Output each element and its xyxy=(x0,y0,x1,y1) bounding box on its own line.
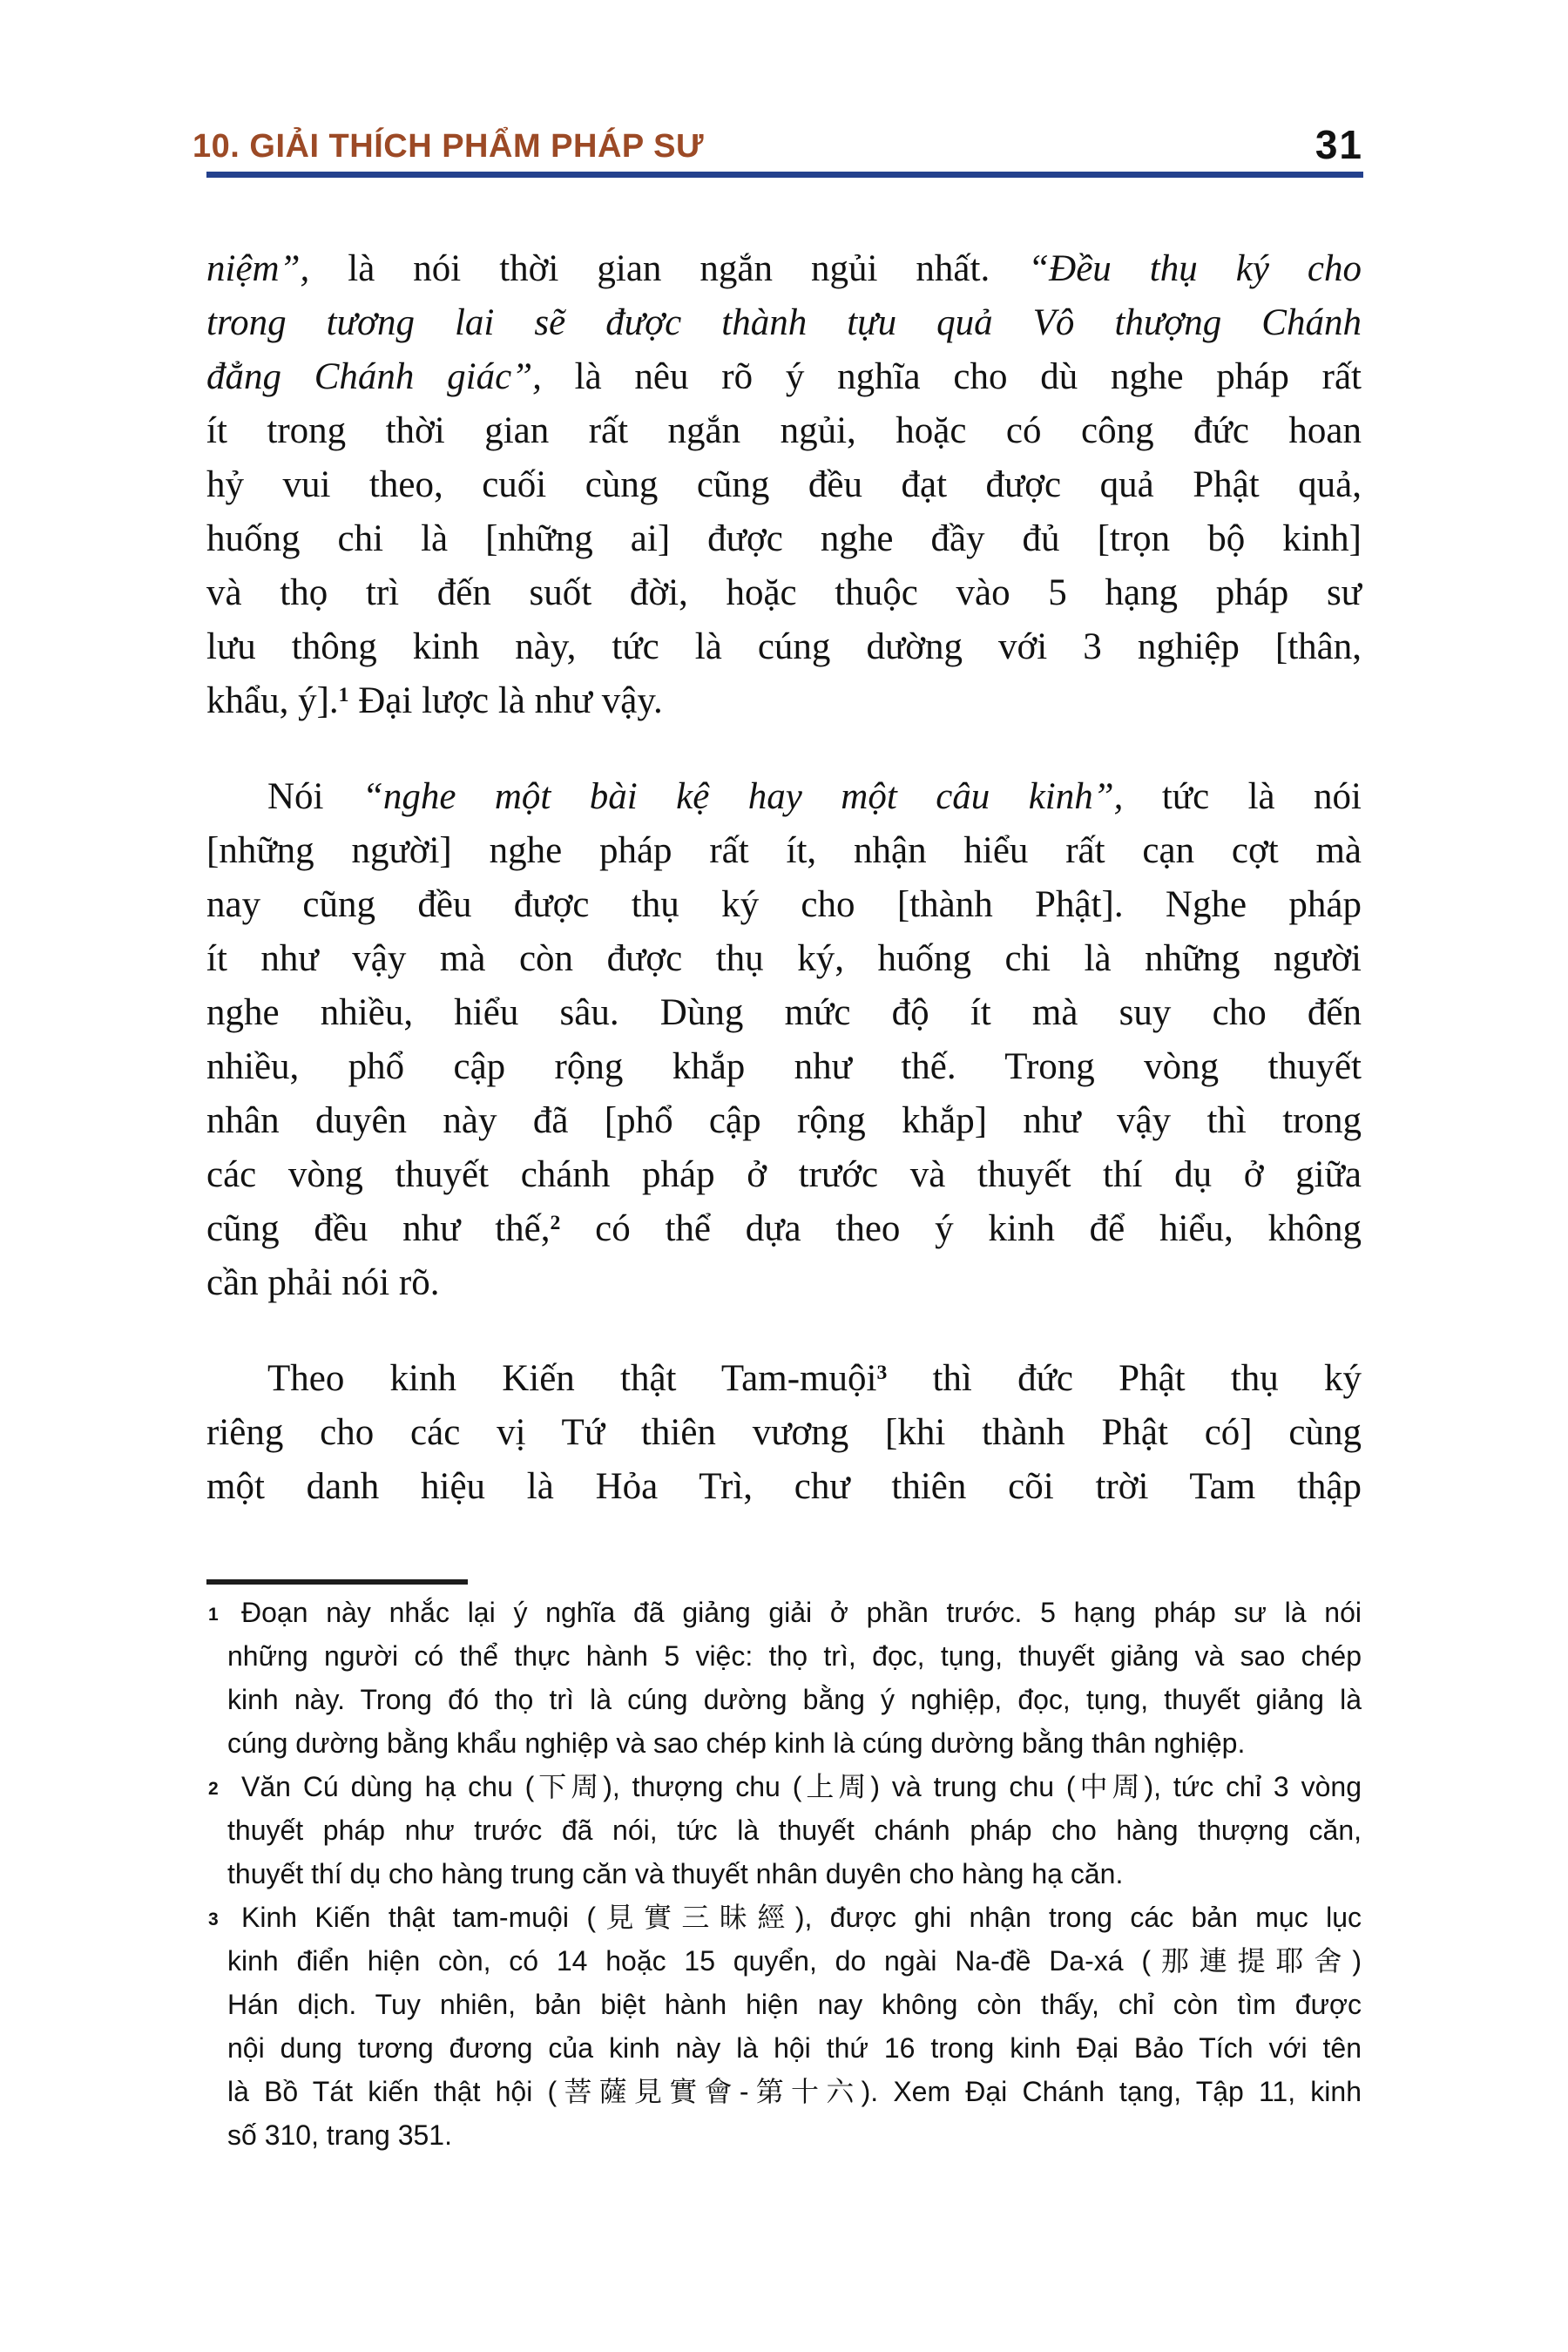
body-text-segment: nhân duyên này đã [phổ cập rộng khắp] như vậy thì trong xyxy=(206,1100,1362,1141)
body-text-line xyxy=(206,458,1362,512)
footnote-line: là Bồ Tát kiến thật hội (菩薩見實會-第十六). Xem Đại Chánh tạng, Tập 11, kinh xyxy=(227,2076,1362,2107)
body-text-segment: [những người] nghe pháp rất ít, nhận hiểu rất cạn cợt mà xyxy=(206,830,1362,871)
footnote-line: thuyết thí dụ cho hàng trung căn và thuyết nhân duyên cho hàng hạ căn. xyxy=(227,1858,1124,1889)
body-text-segment: ít trong thời gian rất ngắn ngủi, hoặc có công đức hoan xyxy=(206,410,1362,451)
body-text-segment: nay cũng đều được thụ ký cho [thành Phật]. Nghe pháp xyxy=(206,884,1362,925)
body-text-segment: lưu thông kinh này, tức là cúng dường với 3 nghiệp [thân, xyxy=(206,626,1362,667)
body-text-segment: Đại lược là như vậy. xyxy=(348,680,663,721)
body-text-line xyxy=(206,350,1362,404)
body-text-line xyxy=(206,1352,1362,1406)
body-text-segment: cũng đều như thế, xyxy=(206,1208,551,1249)
body-text-line xyxy=(206,566,1362,620)
footnote-line: số 310, trang 351. xyxy=(227,2119,452,2151)
body-text-segment: ít như vậy mà còn được thụ ký, huống chi là những người xyxy=(206,938,1362,979)
italic-quote-text: niệm”, xyxy=(206,248,310,289)
body-text-segment: cần phải nói rõ. xyxy=(206,1262,440,1303)
footnotes xyxy=(206,1591,1362,2157)
paragraph xyxy=(206,770,1362,1310)
body-text-line xyxy=(206,986,1362,1040)
body-text-segment: hỷ vui theo, cuối cùng cũng đều đạt được quả Phật quả, xyxy=(206,464,1362,505)
body-text-segment: một danh hiệu là Hỏa Trì, chư thiên cõi trời Tam thập xyxy=(206,1466,1362,1507)
footnote xyxy=(206,1765,1362,1896)
footnote-line: những người có thể thực hành 5 việc: thọ trì, đọc, tụng, thuyết giảng và sao chép xyxy=(227,1640,1362,1672)
body-text-segment: Nói xyxy=(267,776,362,817)
body-text-line xyxy=(206,824,1362,878)
body-text-line xyxy=(206,932,1362,986)
body-text-segment: huống chi là [những ai] được nghe đầy đủ [trọn bộ kinh] xyxy=(206,518,1362,559)
body-text-line xyxy=(206,242,1362,296)
paragraph xyxy=(206,1352,1362,1514)
footnote-ref: 1 xyxy=(338,684,349,706)
body-text-segment: là nêu rõ ý nghĩa cho dù nghe pháp rất xyxy=(541,356,1362,397)
body-text-segment: khẩu, ý]. xyxy=(206,680,339,721)
body-text-line xyxy=(206,1094,1362,1148)
footnote-marker: 1 xyxy=(208,1605,219,1625)
body-text-segment: Theo kinh Kiến thật Tam-muội xyxy=(267,1358,877,1399)
body-text-line xyxy=(206,296,1362,350)
header-rule xyxy=(206,172,1363,178)
footnote-line: kinh điển hiện còn, có 14 hoặc 15 quyển, do ngài Na-đề Da-xá (那連提耶舍) xyxy=(227,1945,1362,1977)
footnote xyxy=(206,1896,1362,2157)
footnote-ref: 3 xyxy=(876,1362,888,1384)
page-number: 31 xyxy=(1315,122,1363,167)
italic-quote-text: “nghe một bài kệ hay một câu kinh”, xyxy=(362,776,1124,817)
italic-quote-text: đẳng Chánh giác”, xyxy=(206,356,542,397)
body-text-line xyxy=(206,878,1362,932)
body-text-segment: các vòng thuyết chánh pháp ở trước và thuyết thí dụ ở giữa xyxy=(206,1154,1362,1195)
footnote-marker: 3 xyxy=(208,1909,219,1930)
footnote-line: Đoạn này nhắc lại ý nghĩa đã giảng giải ở phần trước. 5 hạng pháp sư là nói xyxy=(241,1597,1362,1628)
body-text-segment: có thể dựa theo ý kinh để hiểu, không xyxy=(560,1208,1362,1249)
body-text-line xyxy=(206,1202,1362,1256)
footnote-line: Kinh Kiến thật tam-muội (見實三昧經), được ghi nhận trong các bản mục lục xyxy=(241,1902,1362,1933)
footnote-separator xyxy=(206,1579,468,1585)
footnote-line: thuyết pháp như trước đã nói, tức là thuyết chánh pháp cho hàng thượng căn, xyxy=(227,1815,1362,1846)
body-text-segment: nghe nhiều, hiểu sâu. Dùng mức độ ít mà suy cho đến xyxy=(206,992,1362,1033)
body-text-line xyxy=(206,1148,1362,1202)
footnote-ref: 2 xyxy=(550,1212,561,1234)
footnote-line: kinh này. Trong đó thọ trì là cúng dường bằng ý nghiệp, đọc, tụng, thuyết giảng là xyxy=(227,1684,1362,1715)
italic-quote-text: trong tương lai sẽ được thành tựu quả Vô thượng Chánh xyxy=(206,302,1362,343)
body-text-segment: thì đức Phật thụ ký xyxy=(887,1358,1362,1399)
body-text-segment: nhiều, phổ cập rộng khắp như thế. Trong vòng thuyết xyxy=(206,1046,1362,1087)
body-text-line xyxy=(206,1460,1362,1514)
footnote-line: Văn Cú dùng hạ chu (下周), thượng chu (上周) và trung chu (中周), tức chỉ 3 vòng xyxy=(241,1771,1362,1802)
footnote-marker: 2 xyxy=(208,1779,219,1799)
italic-quote-text: “Đều thụ ký cho xyxy=(1028,248,1362,289)
body-text-line xyxy=(206,1256,1362,1310)
body-text-segment: và thọ trì đến suốt đời, hoặc thuộc vào 5 hạng pháp sư xyxy=(206,572,1362,613)
body-text-line xyxy=(206,404,1362,458)
body-text-segment: là nói thời gian ngắn ngủi nhất. xyxy=(309,248,1029,289)
body-text-line xyxy=(206,512,1362,566)
body-text-line xyxy=(206,1406,1362,1460)
footnote-line: cúng dường bằng khẩu nghiệp và sao chép kinh là cúng dường bằng thân nghiệp. xyxy=(227,1727,1246,1759)
body-text-line xyxy=(206,770,1362,824)
body-text-line xyxy=(206,1040,1362,1094)
paragraph xyxy=(206,242,1362,728)
body-text xyxy=(206,242,1362,1514)
chapter-title: 10. GIẢI THÍCH PHẨM PHÁP SƯ xyxy=(193,128,704,165)
footnote xyxy=(206,1591,1362,1765)
body-text-line xyxy=(206,620,1362,674)
body-text-segment: riêng cho các vị Tứ thiên vương [khi thành Phật có] cùng xyxy=(206,1412,1362,1453)
body-text-segment: tức là nói xyxy=(1123,776,1362,817)
footnote-line: Hán dịch. Tuy nhiên, bản biệt hành hiện nay không còn thấy, chỉ còn tìm được xyxy=(227,1989,1362,2020)
body-text-line xyxy=(206,674,1362,728)
footnote-line: nội dung tương đương của kinh này là hội thứ 16 trong kinh Đại Bảo Tích với tên xyxy=(227,2032,1362,2064)
